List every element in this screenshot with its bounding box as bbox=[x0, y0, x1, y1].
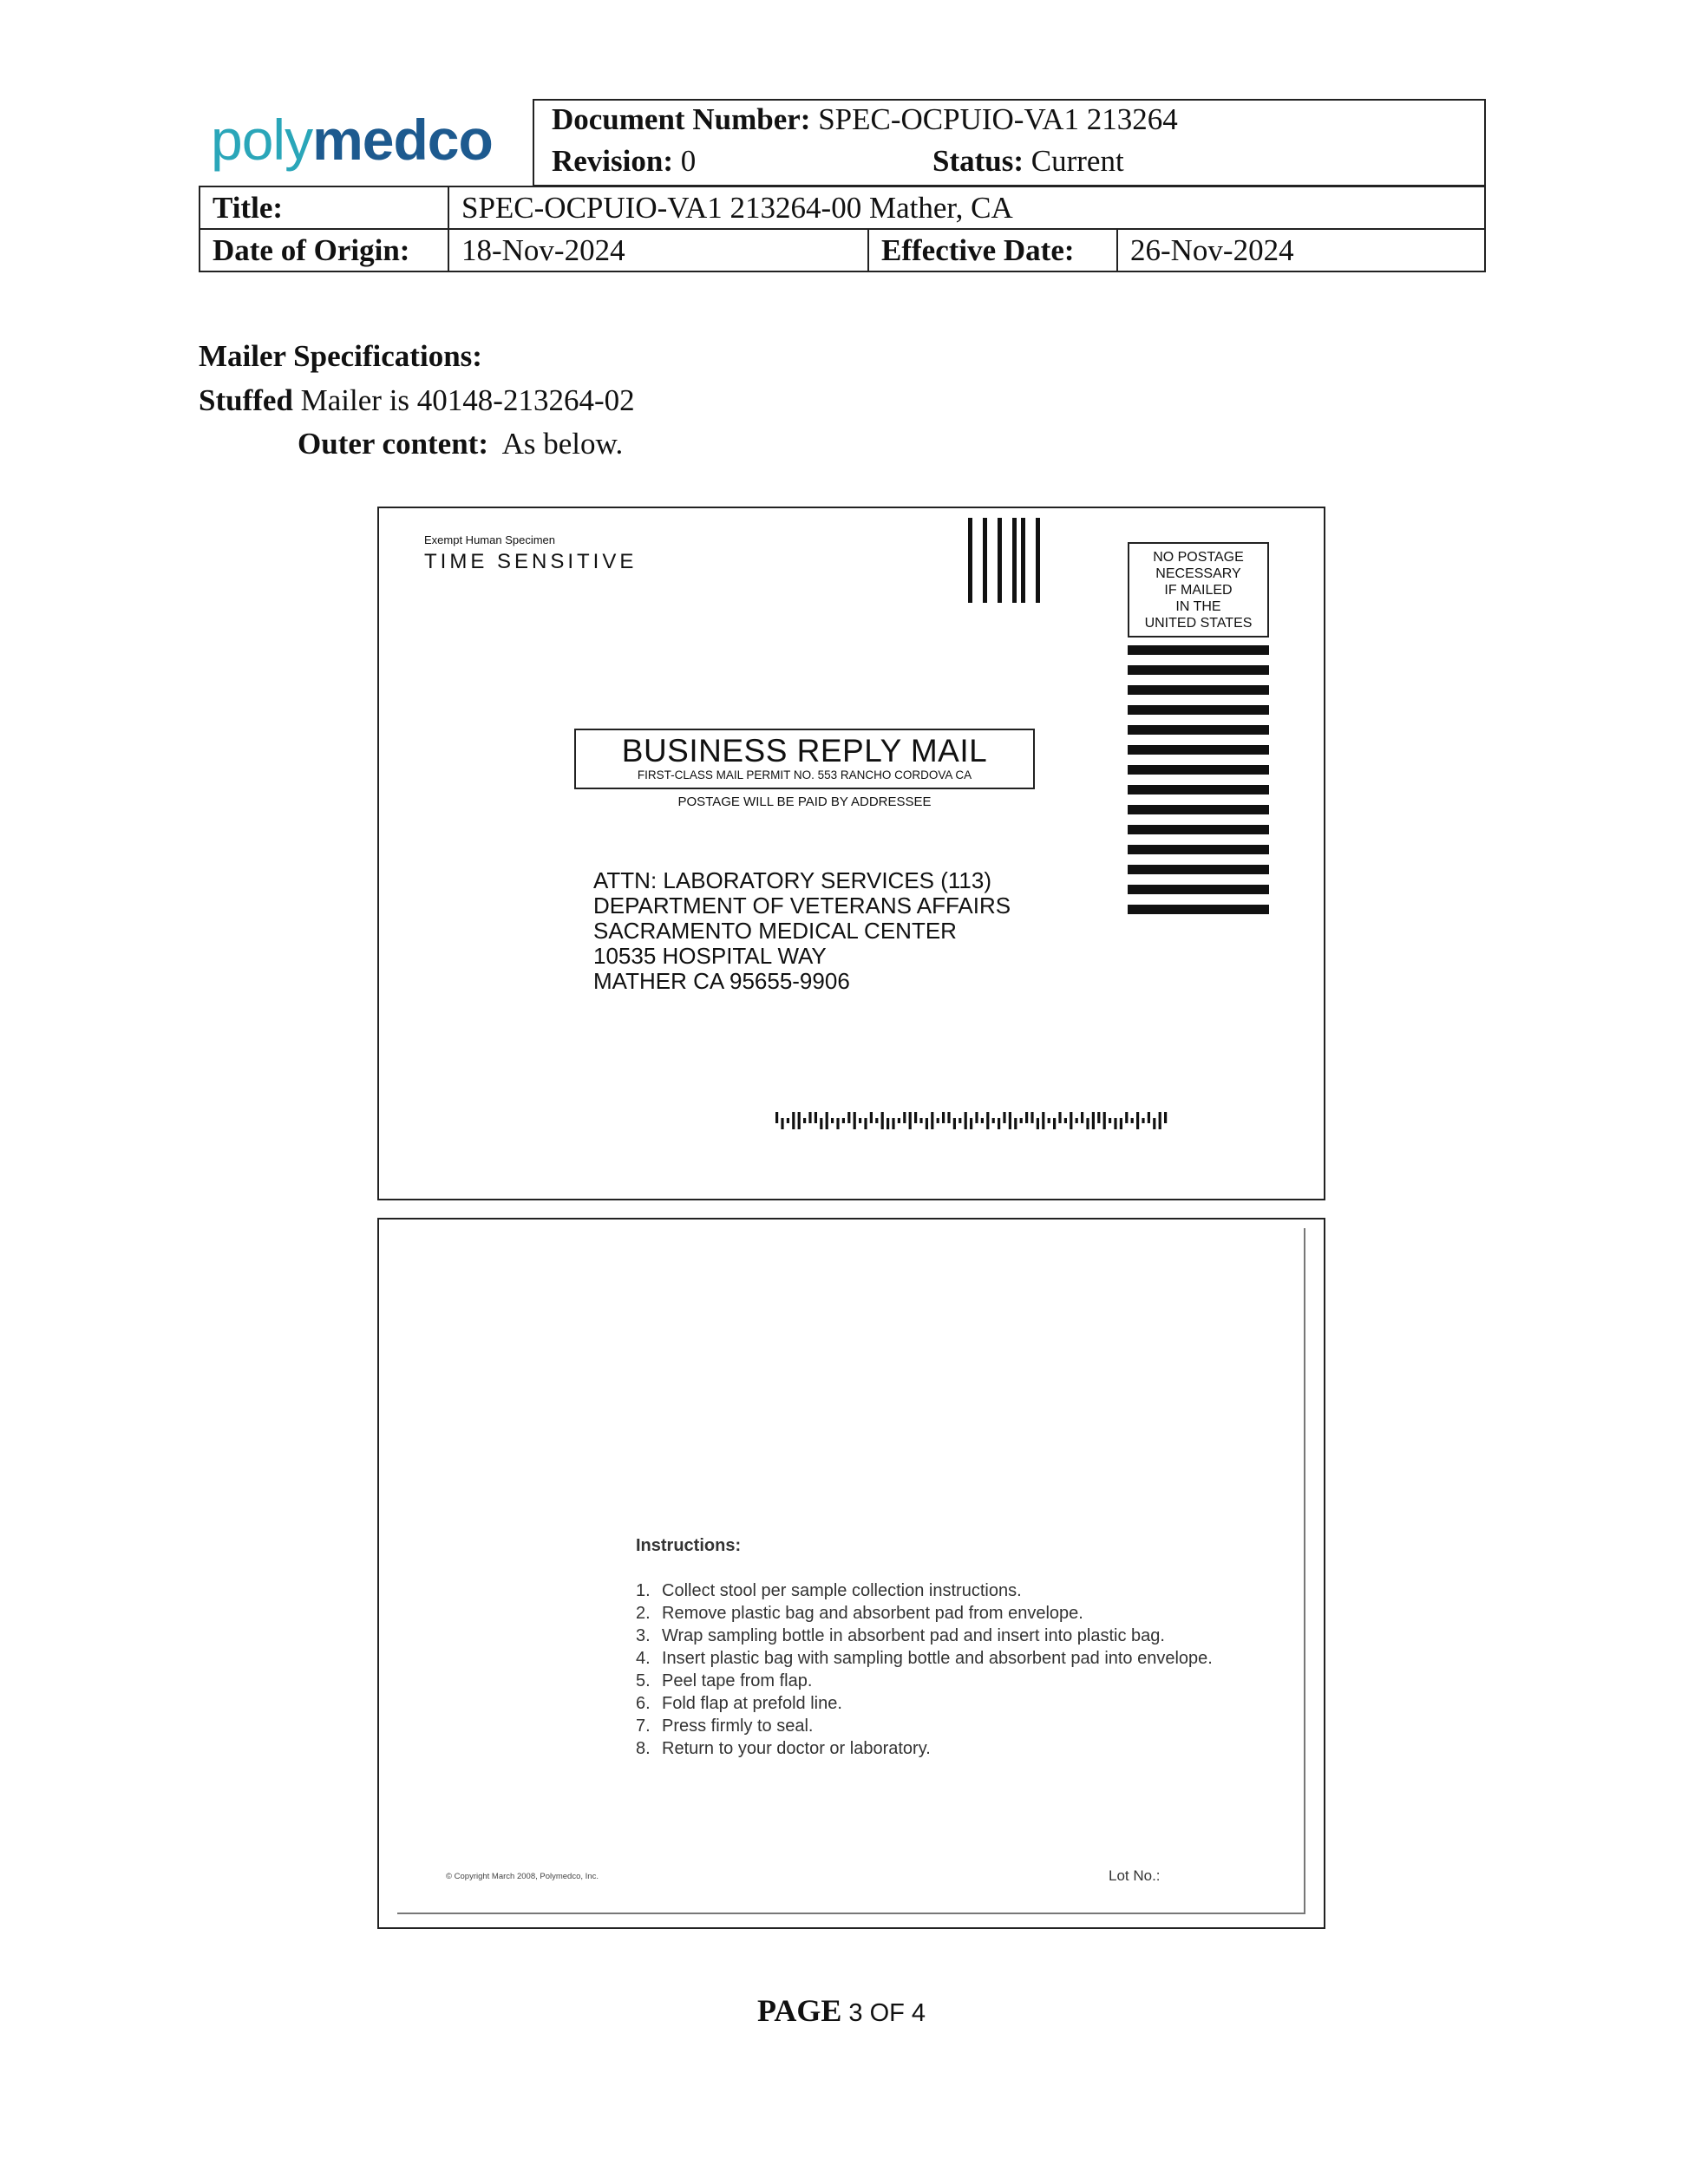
barcode-bar bbox=[1081, 1112, 1083, 1123]
barcode-bar bbox=[903, 1112, 906, 1123]
barcode-bar bbox=[859, 1118, 861, 1123]
postage-paid-note: POSTAGE WILL BE PAID BY ADDRESSEE bbox=[677, 794, 932, 809]
instruction-item bbox=[636, 1625, 1213, 1647]
barcode-bar bbox=[919, 1118, 922, 1123]
barcode-bar bbox=[775, 1112, 778, 1123]
barcode-bar bbox=[1014, 1118, 1017, 1129]
instruction-number: 8. bbox=[636, 1739, 651, 1758]
barcode-bar bbox=[1042, 1112, 1044, 1129]
barcode-bar bbox=[1120, 1118, 1122, 1129]
barcode-bar bbox=[953, 1118, 956, 1129]
barcode-bar bbox=[986, 1112, 989, 1129]
postage-line: NO POSTAGE bbox=[1153, 550, 1244, 565]
instruction-text: Remove plastic bag and absorbent pad from envelope. bbox=[662, 1604, 1083, 1623]
title-row bbox=[200, 186, 1485, 229]
recipient-address bbox=[593, 868, 1011, 994]
outer-content-value: As below. bbox=[501, 427, 624, 461]
effective-label: Effective Date: bbox=[868, 229, 1117, 271]
instruction-number: 4. bbox=[636, 1649, 651, 1668]
polymedco-logo bbox=[211, 108, 493, 172]
barcode-bar bbox=[1003, 1112, 1005, 1123]
time-sensitive-label: TIME SENSITIVE bbox=[424, 550, 638, 573]
stuffed-mailer-line bbox=[199, 383, 635, 418]
brm-title: BUSINESS REPLY MAIL bbox=[621, 733, 988, 768]
barcode-bar bbox=[1048, 1118, 1050, 1123]
barcode-bar bbox=[1070, 1112, 1072, 1129]
barcode-bar bbox=[1064, 1118, 1067, 1123]
barcode-bar bbox=[1086, 1118, 1089, 1129]
revision bbox=[552, 144, 696, 179]
instruction-text: Collect stool per sample collection instructions. bbox=[662, 1581, 1022, 1600]
status bbox=[932, 144, 1124, 179]
document-meta-table bbox=[199, 186, 1486, 272]
barcode-bar bbox=[1058, 1112, 1061, 1123]
address-line: SACRAMENTO MEDICAL CENTER bbox=[593, 918, 957, 944]
barcode-bar bbox=[931, 1112, 933, 1129]
lot-number-label: Lot No.: bbox=[1109, 1867, 1161, 1884]
barcode-bar bbox=[1131, 1118, 1134, 1123]
barcode-bar bbox=[958, 1118, 961, 1123]
barcode-bar bbox=[808, 1112, 811, 1123]
address-line: 10535 HOSPITAL WAY bbox=[593, 943, 827, 969]
outer-content-label: Outer content: bbox=[298, 427, 488, 461]
barcode-bar bbox=[965, 1112, 967, 1129]
title-label: Title: bbox=[200, 186, 448, 229]
barcode-bar bbox=[864, 1118, 867, 1129]
barcode-bar bbox=[881, 1112, 884, 1129]
instruction-item bbox=[636, 1737, 1213, 1760]
postage-line: UNITED STATES bbox=[1144, 616, 1253, 631]
barcode-bar bbox=[1025, 1112, 1028, 1123]
fim-barcode bbox=[968, 518, 1040, 603]
horizontal-indicia-bars bbox=[1128, 645, 1269, 925]
barcode-bar bbox=[1159, 1112, 1161, 1129]
business-reply-box bbox=[574, 729, 1035, 789]
barcode-bar bbox=[787, 1118, 789, 1123]
logo-part-1: poly bbox=[211, 108, 313, 172]
barcode-bar bbox=[887, 1118, 889, 1129]
doc-number-value: SPEC-OCPUIO-VA1 213264 bbox=[818, 102, 1178, 136]
revision-label: Revision: bbox=[552, 144, 673, 178]
stuffed-value: Mailer is 40148-213264-02 bbox=[292, 383, 635, 417]
outer-content-line bbox=[298, 427, 623, 461]
dates-row bbox=[200, 229, 1485, 271]
barcode-bar bbox=[875, 1118, 878, 1123]
title-value: SPEC-OCPUIO-VA1 213264-00 Mather, CA bbox=[448, 186, 1485, 229]
address-line: MATHER CA 95655-9906 bbox=[593, 968, 850, 994]
origin-label: Date of Origin: bbox=[200, 229, 448, 271]
instruction-item bbox=[636, 1715, 1213, 1737]
instruction-text: Fold flap at prefold line. bbox=[662, 1694, 842, 1713]
barcode-bar bbox=[831, 1118, 834, 1123]
instruction-number: 6. bbox=[636, 1694, 651, 1713]
no-postage-indicia bbox=[1128, 542, 1269, 638]
barcode-bar bbox=[854, 1112, 856, 1129]
origin-value: 18-Nov-2024 bbox=[448, 229, 868, 271]
barcode-bar bbox=[803, 1118, 806, 1123]
barcode-bar bbox=[1103, 1112, 1106, 1129]
document-number bbox=[552, 102, 1178, 137]
barcode-bar bbox=[947, 1112, 950, 1123]
barcode-bar bbox=[1009, 1112, 1011, 1129]
barcode-bar bbox=[1053, 1118, 1056, 1129]
instructions-list bbox=[636, 1579, 1213, 1760]
barcode-bar bbox=[898, 1118, 900, 1123]
barcode-bar bbox=[992, 1118, 995, 1123]
barcode-bar bbox=[1153, 1118, 1155, 1129]
brm-permit: FIRST-CLASS MAIL PERMIT NO. 553 RANCHO CORDOVA CA bbox=[637, 768, 972, 781]
barcode-bar bbox=[847, 1112, 850, 1123]
instructions-title: Instructions: bbox=[636, 1536, 742, 1555]
instruction-number: 2. bbox=[636, 1604, 651, 1623]
postage-line: IN THE bbox=[1175, 599, 1221, 614]
instruction-number: 7. bbox=[636, 1716, 651, 1736]
barcode-bar bbox=[926, 1118, 928, 1129]
instruction-text: Press firmly to seal. bbox=[662, 1716, 814, 1736]
barcode-bar bbox=[1109, 1118, 1111, 1123]
logo-part-2: medco bbox=[312, 108, 493, 172]
barcode-bar bbox=[792, 1112, 795, 1129]
envelope-back-flap-line bbox=[397, 1228, 1305, 1914]
instruction-text: Peel tape from flap. bbox=[662, 1671, 813, 1690]
barcode-bar bbox=[892, 1118, 894, 1129]
doc-number-label: Document Number: bbox=[552, 102, 811, 136]
page-word: PAGE bbox=[757, 1993, 842, 2028]
page-number bbox=[757, 1992, 926, 2029]
barcode-bar bbox=[826, 1112, 828, 1129]
instruction-item bbox=[636, 1692, 1213, 1715]
status-value: Current bbox=[1030, 144, 1124, 178]
barcode-bar bbox=[1136, 1112, 1139, 1129]
barcode-bar bbox=[870, 1112, 873, 1123]
barcode-bar bbox=[970, 1118, 972, 1129]
barcode-bar bbox=[1148, 1112, 1150, 1123]
barcode-bar bbox=[820, 1118, 822, 1129]
barcode-bar bbox=[798, 1112, 801, 1129]
copyright-note: © Copyright March 2008, Polymedco, Inc. bbox=[446, 1872, 599, 1881]
barcode-bar bbox=[981, 1118, 984, 1123]
barcode-bar bbox=[1097, 1112, 1100, 1123]
barcode-bar bbox=[1037, 1118, 1039, 1129]
barcode-bar bbox=[1125, 1112, 1128, 1123]
barcode-bar bbox=[1114, 1118, 1116, 1129]
revision-value: 0 bbox=[680, 144, 697, 178]
stuffed-label: Stuffed bbox=[199, 383, 293, 417]
instruction-item bbox=[636, 1670, 1213, 1692]
barcode-bar bbox=[975, 1112, 978, 1123]
barcode-bar bbox=[998, 1118, 1000, 1129]
barcode-bar bbox=[781, 1118, 783, 1129]
instruction-item bbox=[636, 1602, 1213, 1625]
instruction-item bbox=[636, 1579, 1213, 1602]
instruction-number: 5. bbox=[636, 1671, 651, 1690]
instruction-text: Wrap sampling bottle in absorbent pad and insert into plastic bag. bbox=[662, 1626, 1165, 1645]
barcode-bar bbox=[942, 1112, 945, 1123]
barcode-bar bbox=[1030, 1112, 1033, 1123]
mailer-spec-heading: Mailer Specifications: bbox=[199, 339, 482, 373]
barcode-bar bbox=[1092, 1112, 1095, 1129]
postage-line: IF MAILED bbox=[1164, 583, 1233, 598]
instruction-item bbox=[636, 1647, 1213, 1670]
instruction-number: 3. bbox=[636, 1626, 651, 1645]
address-line: ATTN: LABORATORY SERVICES (113) bbox=[593, 867, 991, 893]
instruction-text: Return to your doctor or laboratory. bbox=[662, 1739, 931, 1758]
instruction-text: Insert plastic bag with sampling bottle and absorbent pad into envelope. bbox=[662, 1649, 1213, 1668]
page-count: 3 OF 4 bbox=[841, 1999, 926, 2027]
barcode-bar bbox=[842, 1118, 845, 1123]
barcode-bar bbox=[815, 1112, 817, 1123]
barcode-bar bbox=[1020, 1118, 1023, 1123]
barcode-bar bbox=[836, 1118, 839, 1129]
intelligent-mail-barcode bbox=[775, 1112, 1183, 1129]
barcode-bar bbox=[909, 1112, 912, 1129]
barcode-bar bbox=[937, 1118, 939, 1123]
status-label: Status: bbox=[932, 144, 1024, 178]
address-line: DEPARTMENT OF VETERANS AFFAIRS bbox=[593, 893, 1011, 919]
effective-value: 26-Nov-2024 bbox=[1117, 229, 1485, 271]
instruction-number: 1. bbox=[636, 1581, 651, 1600]
exempt-specimen-label: Exempt Human Specimen bbox=[424, 533, 556, 546]
barcode-bar bbox=[1142, 1118, 1144, 1123]
barcode-bar bbox=[1164, 1112, 1167, 1123]
barcode-bar bbox=[1076, 1118, 1078, 1123]
postage-line: NECESSARY bbox=[1155, 566, 1241, 581]
barcode-bar bbox=[914, 1112, 917, 1123]
